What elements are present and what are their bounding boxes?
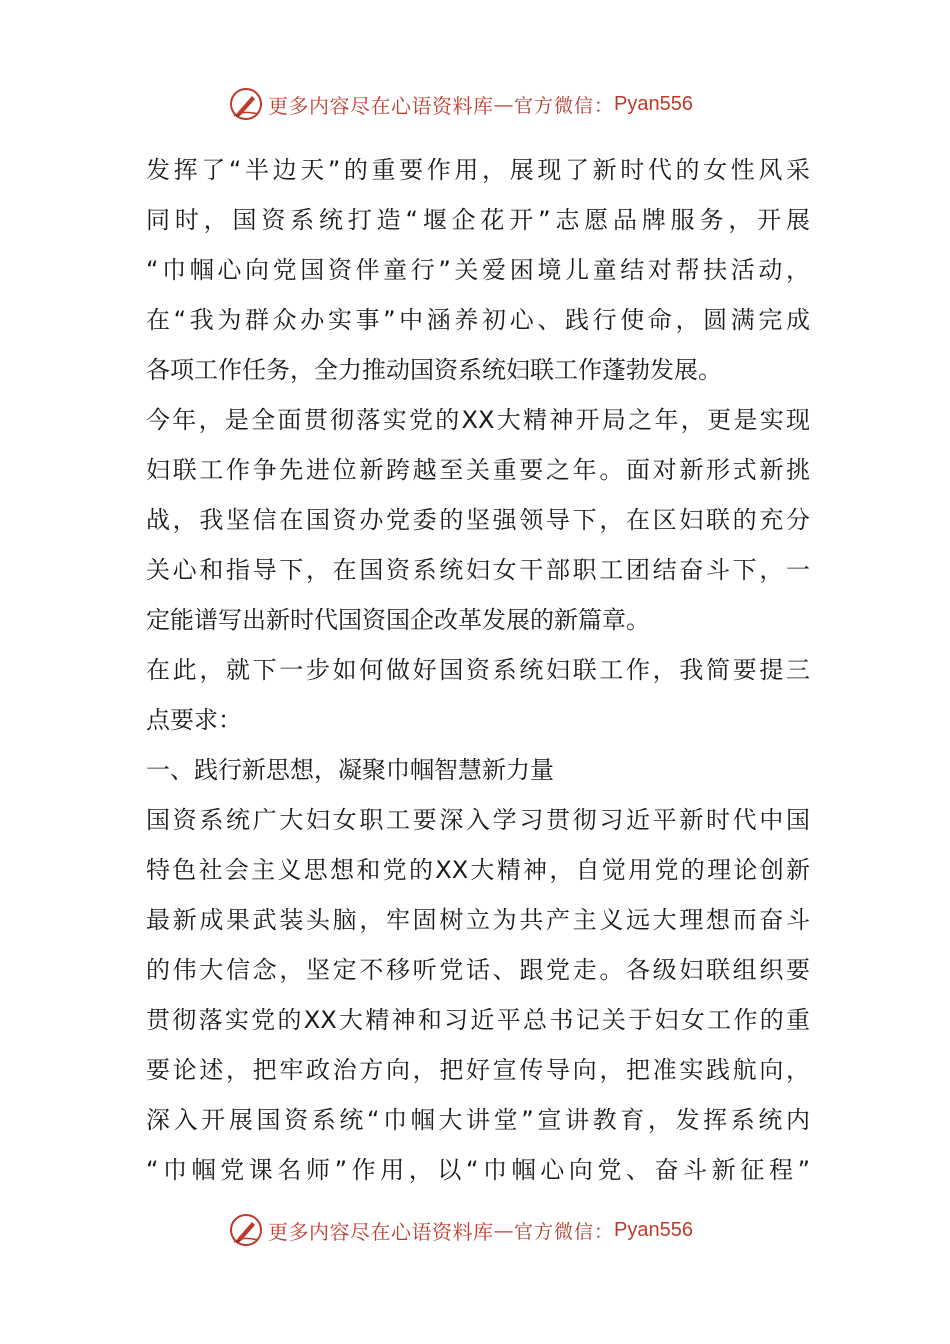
text-line: 定能谱写出新时代国资国企改革发展的新篇章。 [146, 606, 650, 634]
text-line: 贯彻落实党的XX大精神和习近平总书记关于妇女工作的重 [146, 1006, 810, 1034]
watermark-site-text: 更多内容尽在心语资料库 [268, 1219, 494, 1244]
text-line: “巾帼党课名师”作用，以“巾帼心向党、奋斗新征程” [146, 1156, 810, 1184]
pen-logo-icon [228, 1212, 264, 1248]
text-line: 要论述，把牢政治方向，把好宣传导向，把准实践航向， [146, 1056, 810, 1084]
text-line: 同时，国资系统打造“堰企花开”志愿品牌服务，开展 [146, 206, 810, 234]
text-line: 战，我坚信在国资办党委的坚强领导下，在区妇联的充分 [146, 506, 810, 534]
text-line: 在此，就下一步如何做好国资系统妇联工作，我简要提三 [146, 656, 810, 684]
text-line: 发挥了“半边天”的重要作用，展现了新时代的女性风采 [146, 156, 810, 184]
text-line: 各项工作任务，全力推动国资系统妇联工作蓬勃发展。 [146, 356, 722, 384]
text-line: 深入开展国资系统“巾帼大讲堂”宣讲教育，发挥系统内 [146, 1106, 810, 1134]
text-line: 今年，是全面贯彻落实党的XX大精神开局之年，更是实现 [146, 406, 810, 434]
text-line: 在“我为群众办实事”中涵养初心、践行使命，圆满完成 [146, 306, 810, 334]
document-body [146, 145, 810, 1195]
header-watermark [228, 84, 693, 124]
watermark-site-text: 更多内容尽在心语资料库 [268, 93, 494, 118]
text-line: 妇联工作争先进位新跨越至关重要之年。面对新形式新挑 [146, 456, 810, 484]
text-line: 最新成果武装头脑，牢固树立为共产主义远大理想而奋斗 [146, 906, 810, 934]
text-line: 点要求： [146, 706, 242, 734]
watermark-separator: — [493, 92, 514, 116]
watermark-separator: — [493, 1218, 514, 1242]
pen-logo-icon [228, 86, 264, 122]
watermark-wechat-id: Pyan556 [614, 92, 693, 115]
footer-watermark [228, 1210, 693, 1250]
text-line: 国资系统广大妇女职工要深入学习贯彻习近平新时代中国 [146, 806, 810, 834]
section-heading: 一、践行新思想，凝聚巾帼智慧新力量 [146, 756, 554, 784]
text-line: 特色社会主义思想和党的XX大精神，自觉用党的理论创新 [146, 856, 810, 884]
text-line: “巾帼心向党国资伴童行”关爱困境儿童结对帮扶活动， [146, 256, 810, 284]
watermark-wechat-id: Pyan556 [614, 1218, 693, 1241]
watermark-wechat-label: 官方微信： [514, 94, 615, 117]
text-line: 的伟大信念，坚定不移听党话、跟党走。各级妇联组织要 [146, 956, 810, 984]
text-line: 关心和指导下，在国资系统妇女干部职工团结奋斗下，一 [146, 556, 810, 584]
watermark-wechat-label: 官方微信： [514, 1220, 615, 1243]
